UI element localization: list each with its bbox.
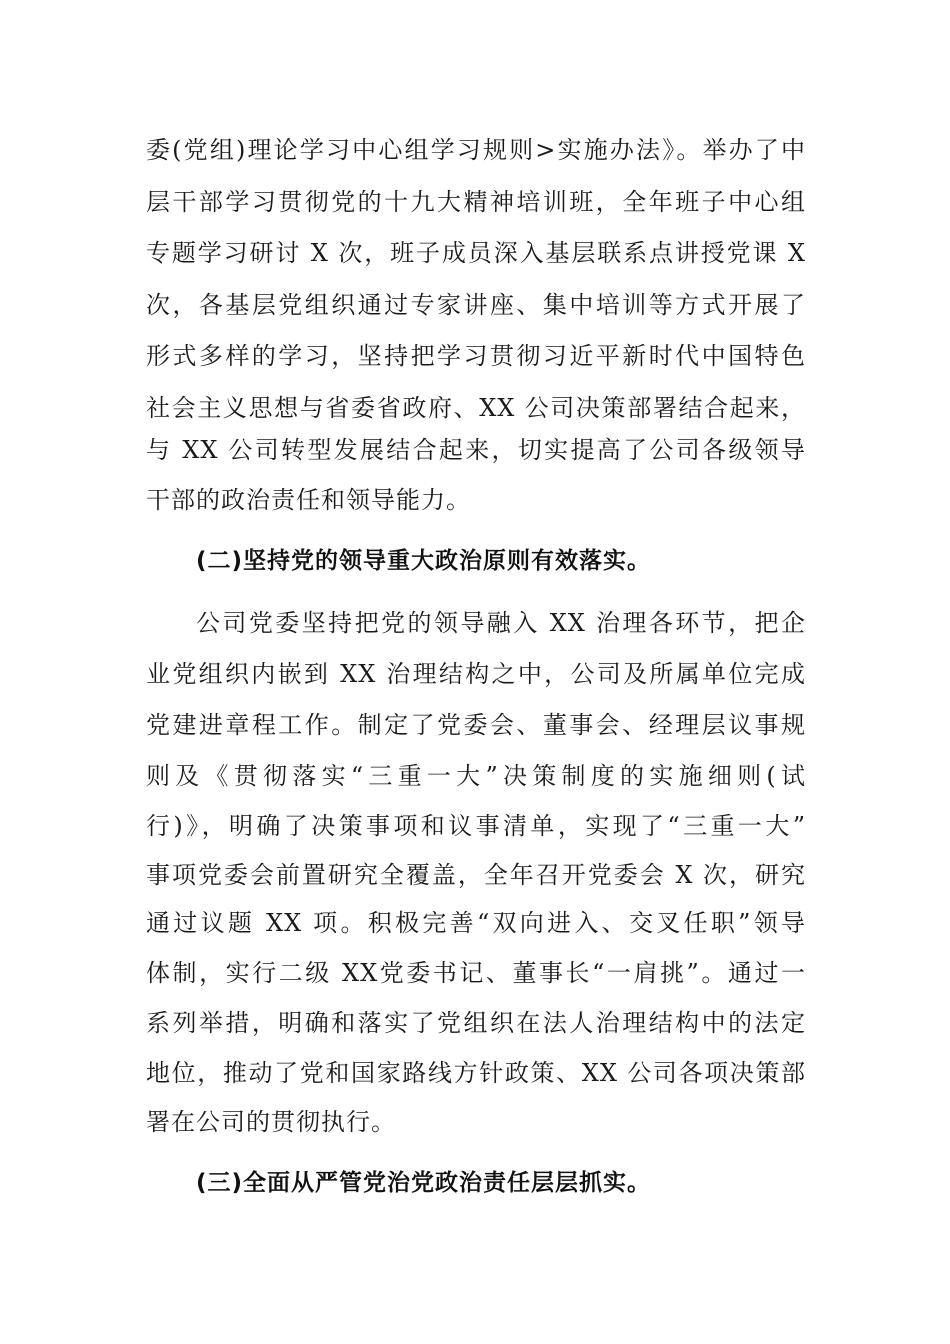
paragraph-2-line: 业党组织内嵌到 XX 治理结构之中，公司及所属单位完成 [146,660,806,688]
section-heading-3: (三)全面从严管党治党政治责任层层抓实。 [196,1170,652,1196]
paragraph-2-line: 则及《贯彻落实“三重一大”决策制度的实施细则(试 [146,762,806,790]
paragraph-2-line: 系列举措，明确和落实了党组织在法人治理结构中的法定 [146,1009,806,1037]
paragraph-2-line: 地位，推动了党和国家路线方针政策、XX 公司各项决策部 [146,1059,806,1087]
paragraph-1-line: 委(党组)理论学习中心组学习规则>实施办法》。举办了中 [146,136,806,164]
paragraph-1-line: 干部的政治责任和领导能力。 [146,486,471,514]
paragraph-1-line: 形式多样的学习，坚持把学习贯彻习近平新时代中国特色 [146,342,806,370]
paragraph-2-line: 行)》，明确了决策事项和议事清单，实现了“三重一大” [146,812,806,840]
paragraph-2-line: 党建进章程工作。制定了党委会、董事会、经理层议事规 [146,711,806,739]
paragraph-1-line: 次，各基层党组织通过专家讲座、集中培训等方式开展了 [146,291,806,319]
paragraph-2-line: 体制，实行二级 XX党委书记、董事长“一肩挑”。通过一 [146,959,806,987]
paragraph-2-line: 署在公司的贯彻执行。 [146,1108,396,1136]
paragraph-1-line: 层干部学习贯彻党的十九大精神培训班，全年班子中心组 [146,188,806,216]
paragraph-1-line: 社会主义思想与省委省政府、XX 公司决策部署结合起来， [146,394,806,422]
paragraph-2-line: 通过议题 XX 项。积极完善“双向进入、交叉任职”领导 [146,909,806,937]
paragraph-1-line: 与 XX 公司转型发展结合起来，切实提高了公司各级领导 [146,436,806,464]
paragraph-2-line: 事项党委会前置研究全覆盖，全年召开党委会 X 次，研究 [146,861,806,889]
paragraph-1-line: 专题学习研讨 X 次，班子成员深入基层联系点讲授党课 X [146,239,806,267]
section-heading-2: (二)坚持党的领导重大政治原则有效落实。 [196,548,652,574]
paragraph-2-line: 公司党委坚持把党的领导融入 XX 治理各环节，把企 [196,609,806,637]
